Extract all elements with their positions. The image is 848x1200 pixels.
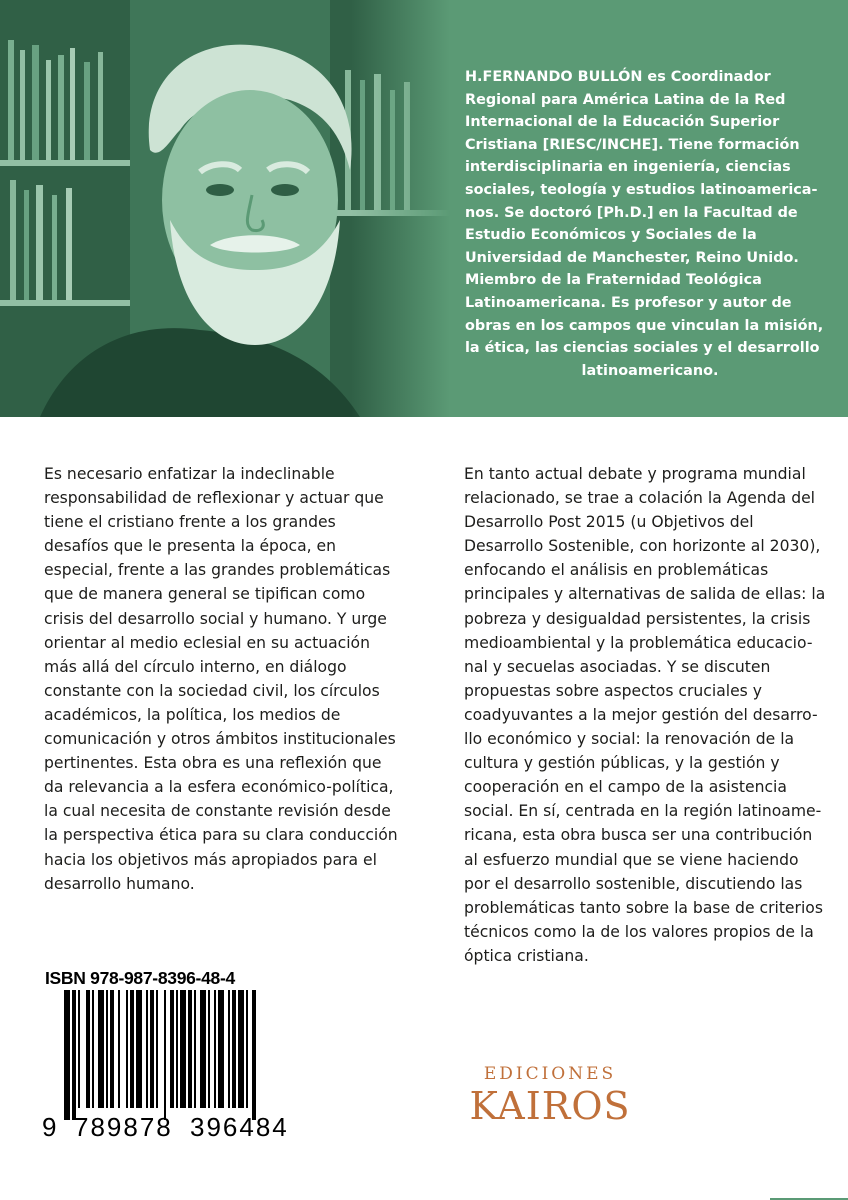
text-line: da relevancia a la esfera económico-política,: [44, 778, 394, 797]
text-line: Desarrollo Post 2015 (u Objetivos del: [464, 513, 754, 532]
barcode-bar: [106, 990, 108, 1108]
barcode-bar: [188, 990, 192, 1108]
publisher-line1: EDICIONES: [483, 1064, 617, 1084]
text-line: ricana, esta obra busca ser una contribución: [464, 826, 813, 845]
text-line: óptica cristiana.: [464, 946, 589, 965]
barcode-bar: [238, 990, 244, 1108]
text-line: constante con la sociedad civil, los círculos: [44, 681, 380, 700]
barcode-bar: [228, 990, 230, 1108]
barcode-bar: [78, 990, 80, 1108]
text-line: medioambiental y la problemática educacio-: [464, 633, 813, 652]
barcode-bar: [86, 990, 90, 1108]
barcode-bar: [92, 990, 94, 1108]
text-line: orientar al medio eclesial en su actuación: [44, 633, 370, 652]
barcode-digits-right: 396484: [190, 1112, 289, 1140]
bio-line: Internacional de la Educación Superior: [465, 114, 780, 131]
text-line: hacia los objetivos más apropiados para el: [44, 850, 377, 869]
text-line: especial, frente a las grandes problemáticas: [44, 561, 391, 580]
barcode-bar: [180, 990, 186, 1108]
text-line: coadyuvantes a la mejor gestión del desarro-: [464, 705, 818, 724]
barcode-bar: [208, 990, 210, 1108]
bio-line: sociales, teología y estudios latinoamerica-: [465, 181, 818, 198]
author-band: [0, 0, 848, 417]
barcode-bar: [110, 990, 114, 1108]
bio-line: la ética, las ciencias sociales y el desarrollo: [465, 340, 820, 357]
synopsis-right-column: [464, 462, 825, 968]
isbn-label: ISBN 978-987-8396-48-4: [45, 968, 235, 988]
text-line: pobreza y desigualdad persistentes, la crisis: [464, 609, 811, 628]
text-line: técnicos como la de los valores propios de la: [464, 922, 814, 941]
author-bio: [465, 66, 835, 382]
text-line: la cual necesita de constante revisión desde: [44, 802, 391, 821]
text-line: social. En sí, centrada en la región latinoame-: [464, 802, 822, 821]
barcode-bar: [118, 990, 120, 1108]
barcode-bar: [156, 990, 158, 1108]
text-line: pertinentes. Esta obra es una reflexión que: [44, 754, 382, 773]
text-line: que de manera general se tipifican como: [44, 585, 366, 604]
bio-line: nos. Se doctoró [Ph.D.] en la Facultad de: [465, 204, 798, 221]
text-line: académicos, la política, los medios de: [44, 705, 341, 724]
barcode-bar: [64, 990, 70, 1120]
text-line: nal y secuelas asociadas. Y se discuten: [464, 657, 771, 676]
text-line: comunicación y otros ámbitos institucionales: [44, 730, 396, 749]
author-portrait-icon: [0, 0, 450, 417]
text-line: responsabilidad de reflexionar y actuar que: [44, 489, 384, 508]
bio-line: Regional para América Latina de la Red: [465, 91, 786, 108]
text-line: propuestas sobre aspectos cruciales y: [464, 681, 762, 700]
barcode-bar: [72, 990, 76, 1120]
barcode-bar: [232, 990, 236, 1108]
barcode-bar: [150, 990, 154, 1108]
barcode-bar: [176, 990, 178, 1108]
barcode-bar: [252, 990, 256, 1120]
barcode-digit-first: 9: [42, 1112, 57, 1140]
text-line: tiene el cristiano frente a los grandes: [44, 513, 336, 532]
barcode-bar: [164, 990, 166, 1120]
barcode-bar: [194, 990, 196, 1108]
bio-line: Miembro de la Fraternidad Teológica: [465, 272, 762, 289]
text-line: desafíos que le presenta la época, en: [44, 537, 337, 556]
publisher-line2: KAIROS: [469, 1084, 631, 1128]
synopsis-left-column: [44, 462, 398, 896]
barcode-bar: [170, 990, 174, 1108]
barcode-bar: [98, 990, 104, 1108]
barcode-bar: [214, 990, 216, 1108]
text-line: principales y alternativas de salida de ellas: la: [464, 585, 826, 604]
text-line: Es necesario enfatizar la indeclinable: [44, 465, 335, 483]
text-line: problemáticas tanto sobre la base de criterios: [464, 898, 823, 917]
text-line: llo económico y social: la renovación de la: [464, 730, 795, 749]
bio-line: interdisciplinaria en ingeniería, ciencias: [465, 159, 791, 176]
bio-line: Latinoamericana. Es profesor y autor de: [465, 294, 792, 311]
text-line: más allá del círculo interno, en diálogo: [44, 657, 347, 676]
text-line: cultura y gestión públicas, y la gestión y: [464, 754, 780, 773]
text-line: cooperación en el campo de la asistencia: [464, 778, 787, 797]
text-line: En tanto actual debate y programa mundial: [464, 465, 806, 483]
isbn-barcode-block: [40, 968, 330, 1138]
barcode-bar: [130, 990, 134, 1108]
text-line: la perspectiva ética para su clara conducción: [44, 826, 398, 845]
barcode-icon: [40, 990, 330, 1140]
barcode-digits-left: 789878: [74, 1112, 173, 1140]
publisher-logo: [460, 1064, 640, 1128]
bio-line: latinoamericano.: [581, 362, 719, 379]
text-line: Desarrollo Sostenible, con horizonte al 2030),: [464, 537, 821, 556]
text-line: enfocando el análisis en problemáticas: [464, 561, 769, 580]
barcode-bar: [218, 990, 224, 1108]
text-line: por el desarrollo sostenible, discutiendo las: [464, 874, 803, 893]
bio-line: Cristiana [RIESC/INCHE]. Tiene formación: [465, 136, 800, 153]
bio-line: Estudio Económicos y Sociales de la: [465, 227, 757, 244]
text-line: crisis del desarrollo social y humano. Y urge: [44, 609, 387, 628]
bio-line: H.FERNANDO BULLÓN es Coordinador: [465, 69, 771, 85]
bio-line: Universidad de Manchester, Reino Unido.: [465, 249, 799, 266]
text-line: relacionado, se trae a colación la Agenda del: [464, 489, 816, 508]
text-line: al esfuerzo mundial que se viene haciendo: [464, 850, 799, 869]
barcode-bar: [136, 990, 142, 1108]
bio-line: obras en los campos que vinculan la misión,: [465, 317, 824, 334]
text-line: desarrollo humano.: [44, 874, 195, 893]
barcode-bar: [146, 990, 148, 1108]
barcode-bar: [246, 990, 248, 1108]
barcode-bar: [126, 990, 128, 1108]
barcode-bar: [200, 990, 206, 1108]
